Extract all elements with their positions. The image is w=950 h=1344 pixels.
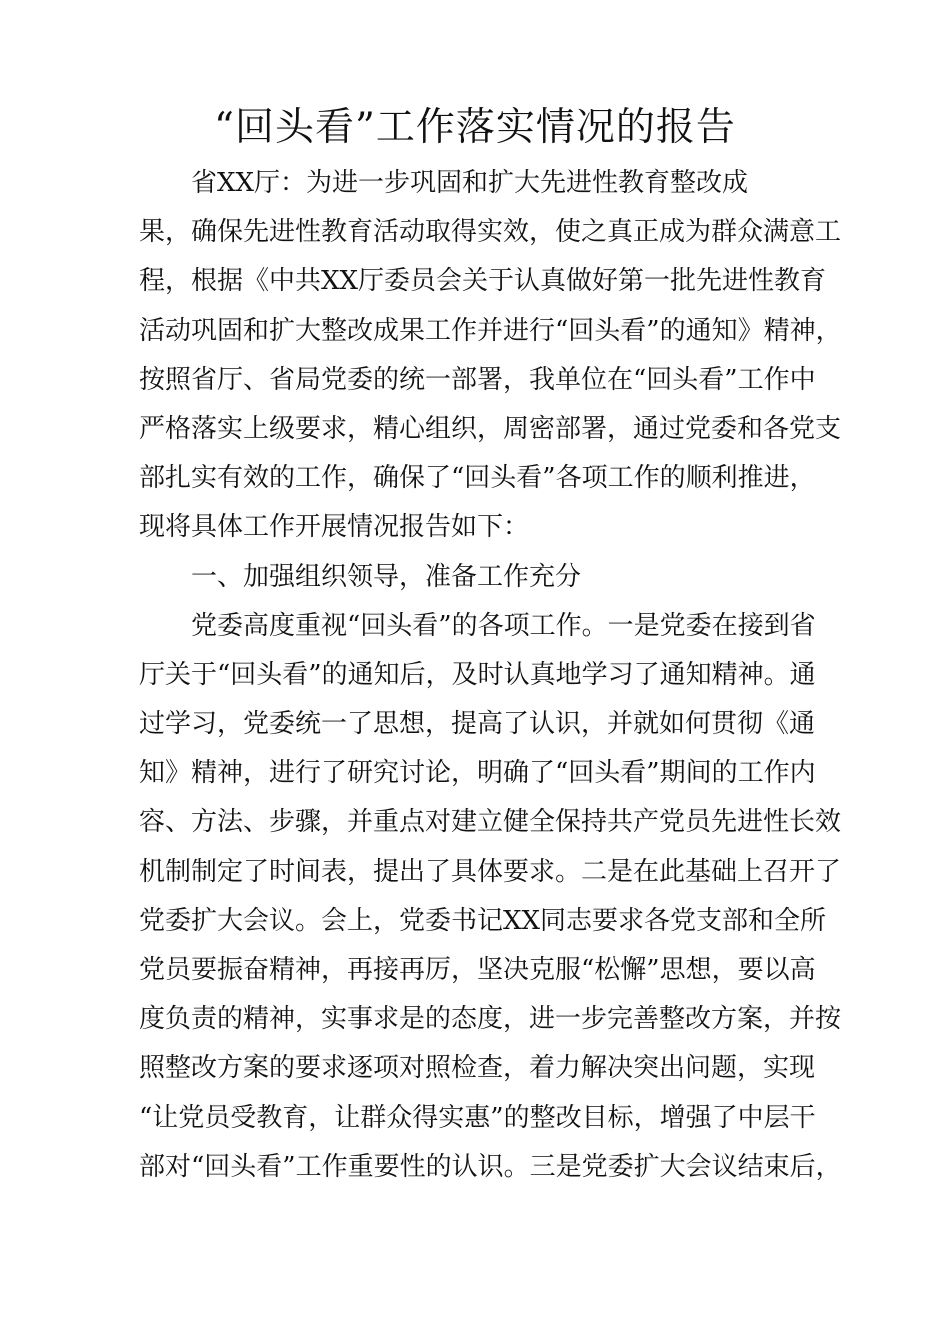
text-line: 党委高度重视“回头看”的各项工作。一是党委在接到省 [191, 610, 816, 641]
text-line: 省XX厅：为进一步巩固和扩大先进性教育整改成 [191, 168, 749, 198]
text-line: 容、方法、步骤，并重点对建立健全保持共产党员先进性长效 [139, 807, 842, 838]
text-line: 机制制定了时间表，提出了具体要求。二是在此基础上召开了 [139, 856, 842, 887]
text-line: 知》精神，进行了研究讨论，明确了“回头看”期间的工作内 [139, 758, 816, 789]
text-line: 一、加强组织领导，准备工作充分 [191, 561, 582, 592]
document-title: “回头看”工作落实情况的报告 [214, 105, 736, 150]
text-line: 部对“回头看”工作重要性的认识。三是党委扩大会议结束后， [139, 1151, 842, 1182]
text-line: 程，根据《中共XX厅委员会关于认真做好第一批先进性教育 [139, 266, 827, 297]
text-line: 厅关于“回头看”的通知后，及时认真地学习了通知精神。通 [139, 659, 816, 690]
text-line: 按照省厅、省局党委的统一部署，我单位在“回头看”工作中 [139, 364, 816, 395]
text-line: 果，确保先进性教育活动取得实效，使之真正成为群众满意工 [139, 217, 842, 248]
text-line: “让党员受教育，让群众得实惠”的整改目标，增强了中层干 [139, 1102, 816, 1133]
text-line: 度负责的精神，实事求是的态度，进一步完善整改方案，并按 [139, 1004, 842, 1035]
text-line: 过学习，党委统一了思想，提高了认识，并就如何贯彻《通 [139, 709, 816, 740]
text-line: 严格落实上级要求，精心组织，周密部署，通过党委和各党支 [139, 413, 842, 444]
text-line: 活动巩固和扩大整改成果工作并进行“回头看”的通知》精神， [139, 315, 842, 346]
text-line: 照整改方案的要求逐项对照检查，着力解决突出问题，实现 [139, 1053, 816, 1084]
document-body [139, 159, 842, 1192]
text-line: 党委扩大会议。会上，党委书记XX同志要求各党支部和全所 [139, 905, 827, 936]
text-line: 党员要振奋精神，再接再厉，坚决克服“松懈”思想，要以高 [139, 955, 816, 985]
text-line: 部扎实有效的工作，确保了“回头看”各项工作的顺利推进， [139, 463, 816, 494]
text-line: 现将具体工作开展情况报告如下： [139, 512, 530, 543]
